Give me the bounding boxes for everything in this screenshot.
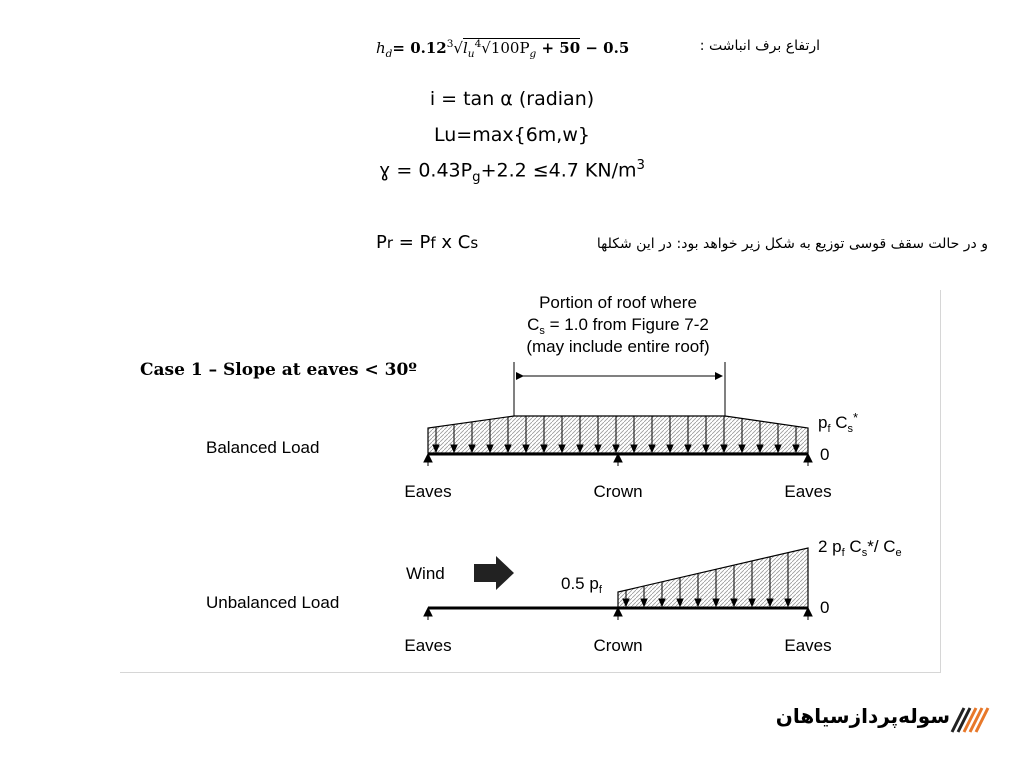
formula-hd-var: h [376, 39, 386, 57]
slope-formula: i = tan α (radian) [429, 88, 595, 110]
company-logo [775, 700, 1000, 740]
pr-formula [376, 232, 478, 253]
case-title: Case 1 – Slope at eaves < 30º [140, 360, 417, 380]
pr-x: x C [435, 232, 471, 253]
unbalanced-load-label: Unbalanced Load [206, 593, 340, 612]
pr-s-sub: s [470, 234, 479, 252]
formula-coef: = 0.12 [392, 39, 447, 57]
pr-f-sub: f [430, 234, 436, 252]
balanced-crown: Crown [593, 482, 643, 501]
gamma-sub: g [472, 170, 481, 186]
formula-tail: − 0.5 [580, 39, 630, 57]
formula-pg-sub: g [529, 48, 537, 60]
two-pf-label: 2 $p_f$ $C_s*/$ $C_e$ [818, 537, 902, 559]
portion-line-3: (may include entire roof) [526, 337, 710, 356]
company-logo-text: سوله‌پردازسیاهان [775, 704, 950, 728]
formula-root2-index: 4 [474, 38, 482, 50]
gamma-lhs: ɣ = 0.43P [379, 159, 473, 182]
arched-roof-note: و در حالت سقف قوسی توزیع به شکل زیر خواهد بود: در این شکلها [596, 236, 988, 252]
portion-line-1: Portion of roof where [539, 293, 697, 312]
snow-drift-heading: ارتفاع برف انباشت : [699, 38, 820, 54]
half-pf-label: 0.5 $p_f$ [561, 574, 602, 596]
formula-hd-sub: d [385, 48, 393, 60]
lu-formula: Lu=max{6m,w} [434, 124, 590, 146]
formula-root1-index: 3 [446, 38, 454, 50]
unbalanced-eaves-right: Eaves [784, 636, 832, 655]
pr-p: P [376, 232, 387, 253]
logo-mark-icon [950, 702, 994, 738]
formula-root2-body: 100P [490, 39, 530, 57]
formula-lu-sub: u [467, 48, 475, 60]
unbalanced-crown: Crown [593, 636, 643, 655]
formula-plus: + 50 [536, 39, 581, 57]
balanced-load-label: Balanced Load [206, 438, 320, 457]
load-case-figure [120, 290, 941, 673]
wind-label: Wind [406, 564, 445, 583]
gamma-mid: +2.2 ≤4.7 KN/m [480, 159, 637, 182]
pr-eq: = P [393, 232, 431, 253]
pr-r-sub: r [386, 234, 394, 252]
snow-drift-height-formula: $h_d= 0.12^3√l_u^4√100P_g + 50 - 0.5$ [376, 38, 630, 60]
formula-lu: l [462, 39, 468, 57]
gamma-sup: 3 [636, 158, 645, 173]
balanced-zero-label: 0 [820, 445, 830, 464]
unbalanced-eaves-left: Eaves [404, 636, 452, 655]
gamma-formula [0, 158, 1024, 185]
wind-arrow-icon [474, 556, 514, 590]
balanced-eaves-right: Eaves [784, 482, 832, 501]
load-diagram-svg [120, 290, 940, 672]
unbalanced-zero-label: 0 [820, 598, 830, 617]
balanced-eaves-left: Eaves [404, 482, 452, 501]
pf-cs-label: $p_f$ $C_s^*$ [818, 410, 859, 435]
portion-line-2: $C_s = 1.0$ from Figure 7-2 [527, 315, 709, 337]
